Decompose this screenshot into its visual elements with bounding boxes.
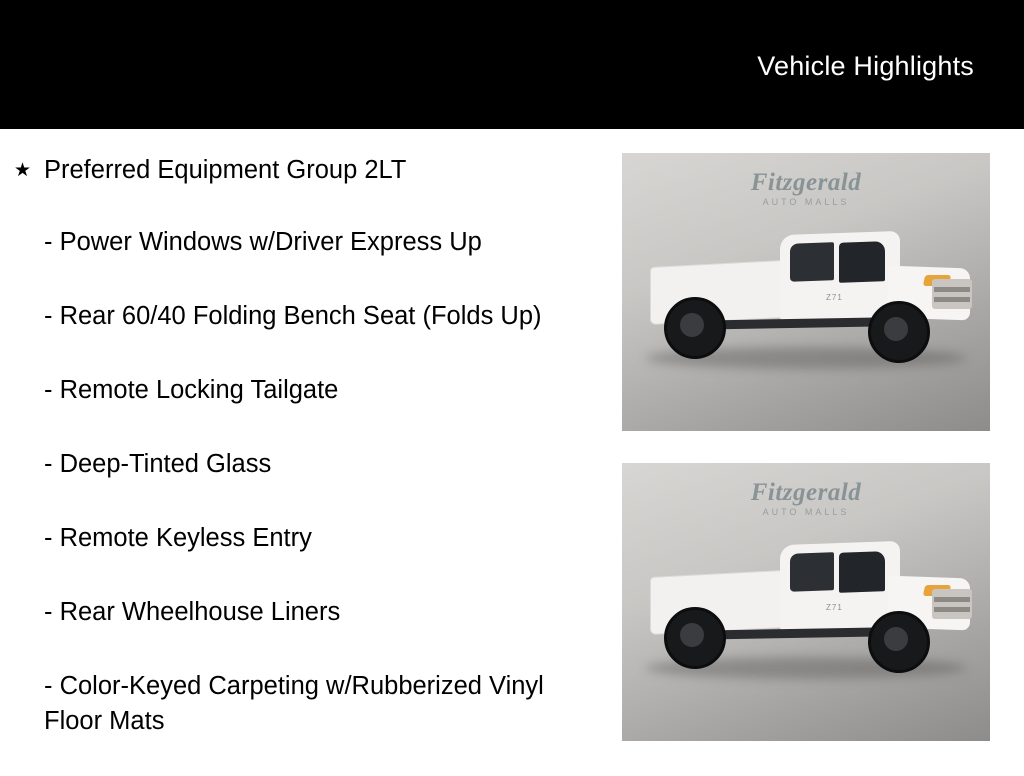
truck-front-wheel — [868, 301, 930, 363]
vehicle-photo-bottom — [622, 463, 990, 741]
dealer-watermark: Fitzgerald — [750, 479, 862, 506]
truck-grille — [932, 279, 972, 309]
truck-rear-wheel — [664, 297, 726, 359]
list-item — [14, 667, 604, 739]
list-item — [14, 445, 604, 482]
truck-front-window — [839, 241, 885, 283]
list-item-label: - Color-Keyed Carpeting w/Rubberized Vinyl Floor Mats — [44, 672, 544, 735]
list-item-label: - Rear Wheelhouse Liners — [44, 598, 341, 626]
list-item-label: - Rear 60/40 Folding Bench Seat (Folds Up) — [44, 302, 542, 330]
vehicle-photo-top — [622, 153, 990, 431]
list-item-label: - Remote Locking Tailgate — [44, 376, 339, 404]
truck-front-wheel — [868, 611, 930, 673]
header-bar — [0, 0, 1024, 129]
list-item — [14, 297, 604, 334]
list-item — [14, 151, 604, 187]
page-title: Vehicle Highlights — [757, 51, 974, 81]
truck-badge: Z71 — [826, 293, 843, 302]
list-item-label: Preferred Equipment Group 2LT — [44, 156, 407, 184]
truck-illustration — [640, 215, 974, 385]
truck-front-window — [839, 551, 885, 593]
list-item-label: - Power Windows w/Driver Express Up — [44, 228, 482, 256]
list-item-label: - Remote Keyless Entry — [44, 524, 312, 552]
star-icon: ★ — [14, 160, 32, 181]
list-item-label: - Deep-Tinted Glass — [44, 450, 272, 478]
highlights-list — [14, 151, 604, 776]
list-item — [14, 519, 604, 556]
truck-illustration — [640, 525, 974, 695]
truck-rear-window — [790, 242, 834, 282]
slide-content — [0, 129, 1024, 768]
dealer-watermark: Fitzgerald — [750, 169, 862, 196]
list-item — [14, 371, 604, 408]
dealer-watermark-sub: AUTO MALLS — [762, 507, 850, 517]
dealer-watermark-sub: AUTO MALLS — [762, 197, 850, 207]
list-item — [14, 223, 604, 260]
truck-badge: Z71 — [826, 603, 843, 612]
list-item — [14, 593, 604, 630]
truck-grille — [932, 589, 972, 619]
truck-rear-wheel — [664, 607, 726, 669]
truck-rear-window — [790, 552, 834, 592]
